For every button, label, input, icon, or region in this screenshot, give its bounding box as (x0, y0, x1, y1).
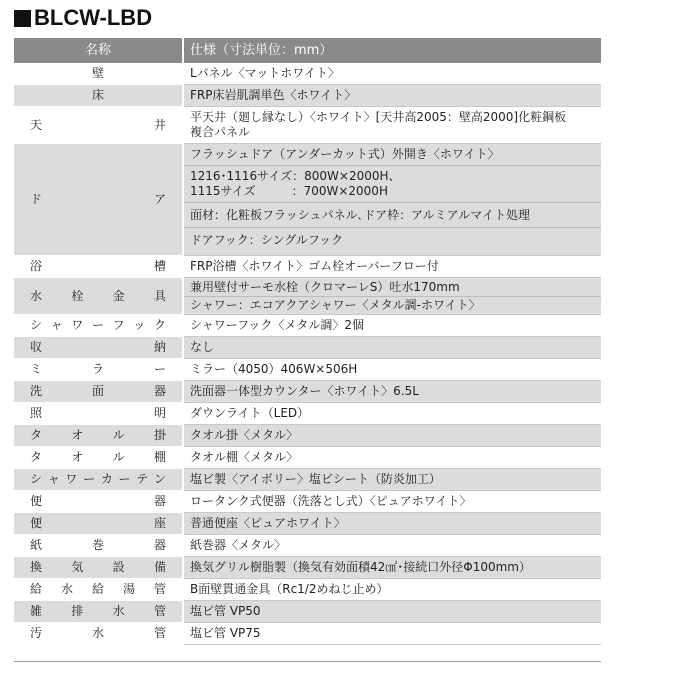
row-spec-line: 紙巻器〈メタル〉 (190, 538, 287, 552)
row-spec (184, 601, 601, 623)
row-name (14, 315, 184, 337)
row-name-char: 給 (91, 582, 104, 596)
row-spec-subrow (184, 203, 601, 228)
row-name (14, 513, 184, 535)
row-spec-line: 平天井（廻し縁なし）〈ホワイト〉[天井高2005：壁高2000]化粧鋼板 (190, 110, 567, 124)
row-name-char: 水 (30, 288, 43, 303)
row-name (14, 557, 184, 579)
row-name-char: ー (91, 318, 104, 332)
row-spec (184, 278, 601, 315)
row-name-char: 換 (30, 560, 43, 574)
row-name (14, 63, 184, 85)
row-name-char: シ (30, 472, 43, 486)
row-name (14, 491, 184, 513)
row-name-char: 器 (153, 538, 166, 552)
row-name (14, 278, 184, 315)
row-name-char: 槽 (153, 259, 166, 273)
row-spec-line: 面材：化粧板フラッシュパネル､ドア枠：アルミアルマイト処理 (190, 207, 530, 222)
row-name-char: 設 (112, 560, 125, 574)
row-spec-line: 複合パネル (190, 125, 251, 139)
row-name-char: ャ (47, 472, 60, 486)
row-spec-line: 換気グリル樹脂製（換気有効面積42㎠･接続口外径Φ100mm） (190, 560, 532, 574)
row-spec (184, 315, 601, 337)
row-name-text: 壁 (91, 66, 104, 80)
row-spec-line: 1216･1116サイズ：800W×2000H、 (190, 169, 401, 183)
row-name-char: 給 (30, 582, 43, 596)
row-name (14, 535, 184, 557)
row-name-char: 管 (153, 582, 166, 596)
row-spec (184, 144, 601, 256)
row-name-char: 器 (153, 384, 166, 398)
row-spec-line: FRP浴槽〈ホワイト〉ゴム栓オーバーフロー付 (190, 259, 439, 273)
row-name (14, 447, 184, 469)
row-name-char: カ (100, 472, 113, 486)
row-spec-line: 洗面器一体型カウンター〈ホワイト〉6.5L (190, 384, 419, 398)
row-name (14, 381, 184, 403)
row-spec-line: Lパネル〈マットホワイト〉 (190, 66, 340, 80)
row-name-char: 管 (153, 604, 166, 618)
header-spec: 仕様（寸法単位：mm） (184, 38, 601, 63)
row-name-char: 明 (153, 406, 166, 420)
row-name-char: 雑 (30, 604, 43, 618)
row-name-char: 水 (91, 626, 104, 640)
row-name-char: テ (136, 472, 149, 486)
table-bottom-rule (14, 661, 601, 662)
row-name-char: ア (153, 192, 166, 206)
row-name (14, 425, 184, 447)
row-name (14, 403, 184, 425)
row-name-char: 洗 (30, 384, 43, 398)
row-name-char: 気 (71, 560, 84, 574)
row-spec-line: ダウンライト（LED） (190, 406, 310, 420)
row-spec-line: 兼用壁付サーモ水栓（クロマーレS）吐水170mm (184, 278, 601, 297)
row-spec-line: ミラー（4050）406W×506H (190, 362, 358, 376)
row-name-char: ワ (65, 472, 78, 486)
row-name (14, 337, 184, 359)
row-name-char: 栓 (71, 288, 84, 303)
row-name (14, 85, 184, 107)
row-name-char: 便 (30, 494, 43, 508)
row-spec (184, 447, 601, 469)
row-name-char: 照 (30, 406, 43, 420)
row-name-char: ワ (71, 318, 84, 332)
row-name-char: 具 (153, 288, 166, 303)
row-spec-line: フラッシュドア（アンダーカット式）外開き〈ホワイト〉 (190, 147, 500, 161)
row-name-char: ラ (91, 362, 104, 376)
row-spec (184, 381, 601, 403)
row-spec (184, 359, 601, 381)
row-spec-subrow (184, 144, 601, 166)
row-name-char: 面 (91, 384, 104, 398)
row-spec-line: ドアフック：シングルフック (190, 232, 344, 247)
row-name-char: 排 (71, 604, 84, 618)
row-spec-subrow (184, 228, 601, 252)
row-name (14, 579, 184, 601)
row-spec-line: FRP床岩肌調単色〈ホワイト〉 (190, 88, 357, 102)
row-spec (184, 513, 601, 535)
row-name-char: シ (30, 318, 43, 332)
row-name-char: ー (153, 362, 166, 376)
row-name (14, 359, 184, 381)
row-spec-line: 塩ビ製〈アイボリー〉塩ビシート（防炎加工） (190, 472, 441, 486)
row-name-char: 収 (30, 340, 43, 354)
row-name-char: 浴 (30, 259, 43, 273)
row-spec-line: シャワー：エコアクアシャワー〈メタル調-ホワイト〉 (190, 298, 481, 313)
row-name (14, 144, 184, 256)
row-spec (184, 425, 601, 447)
row-spec-line: なし (190, 340, 215, 354)
row-name (14, 256, 184, 278)
row-spec-line: ロータンク式便器（洗落とし式）〈ピュアホワイト〉 (190, 494, 472, 508)
page-title (14, 4, 152, 32)
row-spec (184, 107, 601, 144)
row-spec-line: 1115サイズ ：700W×2000H (190, 184, 388, 198)
row-name-char: タ (30, 450, 43, 464)
row-spec-line: タオル棚〈メタル〉 (190, 450, 299, 464)
row-name-char: タ (30, 428, 43, 442)
row-spec (184, 535, 601, 557)
row-name-char: 便 (30, 516, 43, 530)
row-spec-line: B面壁貫通金具（Rc1/2めねじ止め） (190, 582, 389, 596)
row-name-char: ー (118, 472, 131, 486)
row-spec (184, 63, 601, 85)
row-name-char: オ (71, 450, 84, 464)
row-name-char: 巻 (91, 538, 104, 552)
spec-table (14, 38, 601, 645)
row-name-char: 金 (112, 288, 125, 303)
row-name-char: ク (153, 318, 166, 332)
row-name (14, 107, 184, 144)
page-title-text: BLCW-LBD (34, 5, 153, 30)
row-name-char: 管 (153, 626, 166, 640)
row-name-char: ー (83, 472, 96, 486)
row-name-char: 井 (153, 117, 166, 132)
row-name (14, 623, 184, 645)
row-name-char: ン (153, 472, 166, 486)
row-spec (184, 403, 601, 425)
row-name-char: ル (112, 450, 125, 464)
row-name-char: 座 (153, 516, 166, 530)
row-name-char: 紙 (30, 538, 43, 552)
row-name-char: 水 (112, 604, 125, 618)
row-spec (184, 557, 601, 579)
row-name (14, 469, 184, 491)
row-spec-subrow (184, 166, 601, 203)
row-spec (184, 491, 601, 513)
row-spec-line: タオル掛〈メタル〉 (190, 428, 299, 442)
row-name-char: ド (30, 192, 43, 206)
row-name-char: 棚 (153, 450, 166, 464)
row-spec (184, 623, 601, 645)
row-name-text: 床 (91, 88, 104, 102)
row-name-char: 備 (153, 560, 166, 574)
row-name-char: 器 (153, 494, 166, 508)
row-name-char: フ (112, 318, 125, 332)
row-name (14, 601, 184, 623)
row-name-char: 掛 (153, 428, 166, 442)
row-spec-line: 普通便座〈ピュアホワイト〉 (190, 516, 346, 530)
row-name-char: オ (71, 428, 84, 442)
row-name-char: 水 (60, 582, 73, 596)
row-spec-line: 塩ビ管 VP50 (190, 604, 261, 618)
row-spec (184, 256, 601, 278)
row-spec-line: シャワーフック〈メタル調〉2個 (190, 318, 364, 332)
square-bullet-icon (14, 10, 31, 27)
row-spec-line: 塩ビ管 VP75 (190, 626, 261, 640)
header-name: 名称 (14, 38, 184, 63)
row-name-char: 湯 (122, 582, 135, 596)
row-spec (184, 337, 601, 359)
row-name-char: 天 (30, 117, 43, 132)
row-name-char: ル (112, 428, 125, 442)
row-spec (184, 579, 601, 601)
row-name-char: ミ (30, 362, 43, 376)
row-name-char: ャ (50, 318, 63, 332)
row-name-char: 汚 (30, 626, 43, 640)
row-name-char: 納 (153, 340, 166, 354)
row-spec (184, 85, 601, 107)
row-spec (184, 469, 601, 491)
row-name-char: ッ (133, 318, 146, 332)
